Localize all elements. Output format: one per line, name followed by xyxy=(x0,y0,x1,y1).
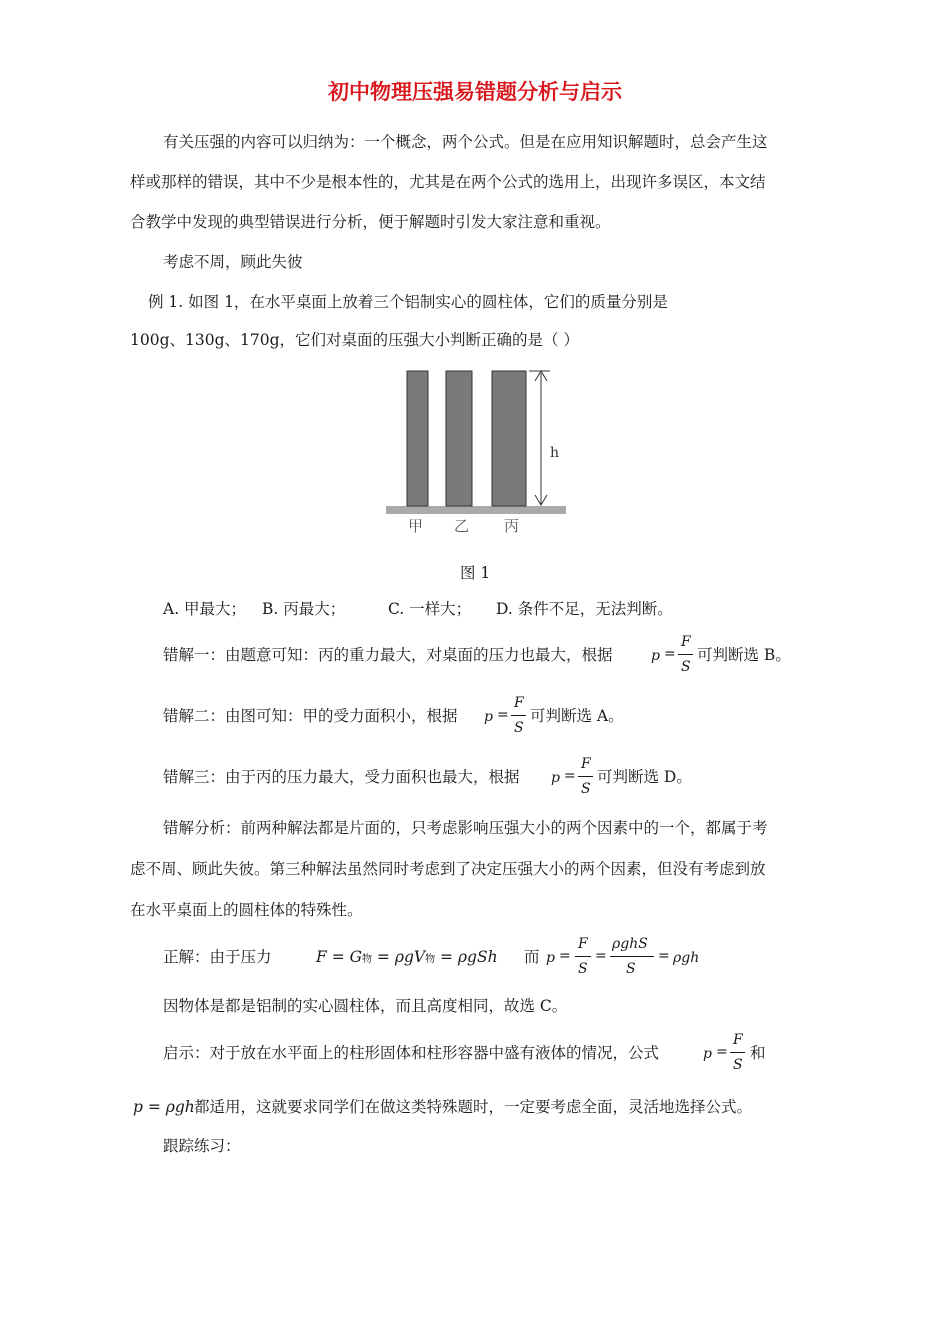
option-d: D. 条件不足，无法判断。 xyxy=(496,600,673,618)
example-line-1: 例 1. 如图 1，在水平桌面上放着三个铝制实心的圆柱体，它们的质量分别是 xyxy=(148,293,668,311)
option-a: A. 甲最大； xyxy=(163,600,247,618)
correct-er: 而 xyxy=(524,948,540,966)
wrong1-text: 错解一：由题意可知：丙的重力最大，对桌面的压力也最大，根据 xyxy=(163,646,613,664)
intro-line-2: 样或那样的错误，其中不少是根本性的，尤其是在两个公式的选用上，出现许多误区，本文结 xyxy=(130,173,766,191)
insight-he: 和 xyxy=(750,1044,766,1062)
wrong2-after: 可判断选 A。 xyxy=(530,707,624,725)
figure-cylinders xyxy=(380,362,580,542)
analysis-line-2: 虑不周、顾此失彼。第三种解法虽然同时考虑到了决定压强大小的两个因素，但没有考虑到放 xyxy=(130,860,766,878)
intro-line-1: 有关压强的内容可以归纳为：一个概念，两个公式。但是在应用知识解题时，总会产生这 xyxy=(163,133,768,151)
cylinder-yi xyxy=(446,371,472,506)
table-surface xyxy=(386,506,566,514)
label-yi: 乙 xyxy=(454,517,470,535)
label-bing: 丙 xyxy=(504,517,520,535)
figure-caption: 图 1 xyxy=(460,564,491,582)
insight-formula-rhogh: p = ρgh xyxy=(133,1098,195,1116)
correct-result-rhogh: ρgh xyxy=(673,950,700,966)
wrong3-after: 可判断选 D。 xyxy=(597,768,692,786)
document-title: 初中物理压强易错题分析与启示 xyxy=(328,80,622,104)
height-label: h xyxy=(550,445,560,461)
example-line-2: 100g、130g、170g，它们对桌面的压强大小判断正确的是（ ） xyxy=(130,331,579,349)
option-c: C. 一样大； xyxy=(388,600,472,618)
practice-heading: 跟踪练习： xyxy=(163,1137,241,1155)
intro-line-3: 合教学中发现的典型错误进行分析，便于解题时引发大家注意和重视。 xyxy=(130,213,611,231)
correct-formula-force: F = G物 = ρgV物 = ρgSh xyxy=(316,948,498,966)
insight-line-1: 启示：对于放在水平面上的柱形固体和柱形容器中盛有液体的情况，公式 xyxy=(163,1044,660,1062)
section-heading: 考虑不周，顾此失彼 xyxy=(163,253,303,271)
analysis-line-1: 错解分析：前两种解法都是片面的，只考虑影响压强大小的两个因素中的一个，都属于考 xyxy=(163,819,768,837)
option-b: B. 丙最大； xyxy=(262,600,346,618)
label-jia: 甲 xyxy=(408,517,424,535)
document-page: 初中物理压强易错题分析与启示 有关压强的内容可以归纳为：一个概念，两个公式。但是在应用知识解题时，总会产生这 样或那样的错误，其中不少是根本性的，尤其是在两个公式的选用上，出现许多误区，本文结 合教学中发现的典型错误进行分析，便于解题时引发大家注意和重视。 考虑不周，顾此失彼 例 1. 如图 1，在水平桌面上放着三个铝制实心的圆柱体，它们的质量分别是 100g、130g、170g，它们对桌面的压强大小判断正确的是（ ） h 甲 乙 丙 图 1 A. 甲最大； B. 丙最大； C. 一样大； D. 条件不足，无法判断。 错解一：由题意可知：丙的重力最大，对桌面的压力也最大，根据 p = F S 可判断选 B。 错解二：由图可知：甲的受力面积小，根据 p = F S 可判断选 A。 错解三：由于丙的压力最大，受力面积也最大，根据 p = F S 可判断选 D。 错解分析：前两种解法都是片面的，只考虑影响压强大小的两个因素中的一个，都属于考 虑不周、顾此失彼。第三种解法虽然同时考虑到了决定压强大小的两个因素，但没有考虑到放 在水平桌面上的圆柱体的特殊性。 正解：由于压力 F = G物 = ρgV物 = ρgSh 而 p = F S = ρghS S = ρgh 因物体是都是铝制的实心圆柱体，而且高度相同，故选 C。 启示：对于放在水平面上的柱形固体和柱形容器中盛有液体的情况，公式 p = F S 和 p = ρgh 都适用，这就要求同学们在做这类特殊题时，一定要考虑全面，灵活地选择公式。 跟踪练习： xyxy=(0,0,950,1344)
wrong3-text: 错解三：由于丙的压力最大，受力面积也最大，根据 xyxy=(163,768,520,786)
analysis-line-3: 在水平桌面上的圆柱体的特殊性。 xyxy=(130,901,363,919)
wrong2-formula-p: p xyxy=(484,709,493,725)
wrong1-after: 可判断选 B。 xyxy=(697,646,791,664)
correct-label: 正解：由于压力 xyxy=(163,948,272,966)
conclusion: 因物体是都是铝制的实心圆柱体，而且高度相同，故选 C。 xyxy=(163,997,568,1015)
insight-line-2: 都适用，这就要求同学们在做这类特殊题时，一定要考虑全面，灵活地选择公式。 xyxy=(194,1098,753,1116)
wrong1-formula-p: p xyxy=(651,648,660,664)
wrong2-text: 错解二：由图可知：甲的受力面积小，根据 xyxy=(163,707,458,725)
cylinder-bing xyxy=(492,371,526,506)
cylinder-jia xyxy=(407,371,428,506)
wrong3-formula-p: p xyxy=(551,770,560,786)
